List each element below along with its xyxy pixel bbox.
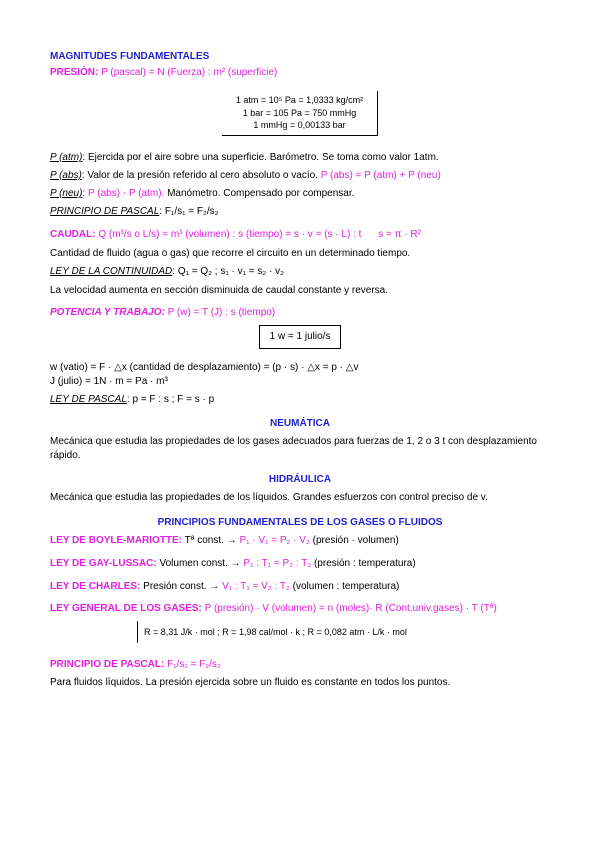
boyle-line — [50, 534, 399, 547]
charles-label: LEY DE CHARLES: — [50, 581, 141, 592]
continuidad-text: : Q₁ = Q₂ ; s₁ · v₁ = s₂ · v₂ — [172, 266, 285, 277]
pneu-line — [50, 187, 354, 200]
charles-pre: Presión const. → — [140, 581, 220, 592]
julio-line: J (julio) = 1N · m = Pa · m³ — [50, 376, 168, 387]
charles-formula: V₁ : T₁ = V₂ : T₂ — [222, 581, 290, 592]
units-line-2: 1 bar = 105 Pa = 750 mmHg — [242, 107, 357, 118]
general-label: LEY GENERAL DE LOS GASES: — [50, 603, 202, 614]
pascal3-formula: F₁/s₁ = F₂/s₂ — [167, 659, 221, 670]
potencia-label: POTENCIA Y TRABAJO: — [50, 307, 165, 318]
caudal-line — [50, 228, 421, 241]
pneu-term: P (neu) — [50, 188, 83, 199]
presion-line — [50, 66, 277, 79]
boyle-formula: P₁ · V₁ = P₂ · V₂ — [239, 535, 310, 546]
principios-title: PRINCIPIOS FUNDAMENTALES DE LOS GASES O FLUIDOS — [157, 517, 443, 528]
units-line-3: 1 mmHg = 0,00133 bar — [253, 120, 346, 130]
patm-term: P (atm) — [50, 152, 83, 163]
pascal3-desc: Para fluidos líquidos. La presión ejercida sobre un fluido es constante en todos los puntos. — [50, 677, 451, 688]
r-constants-box: R = 8,31 J/k · mol ; R = 1,98 cal/mol · k ; R = 0,082 atm · L/k · mol — [137, 621, 474, 643]
patm-line — [50, 151, 439, 164]
pneu-sep: : — [82, 188, 88, 199]
heading-magnitudes: MAGNITUDES FUNDAMENTALES — [50, 51, 210, 62]
presion-formula: P (pascal) = N (Fuerza) : m² (superficie) — [101, 67, 278, 78]
boyle-pre: Tª const. → — [182, 535, 237, 546]
pascal2-text: : p = F : s ; F = s · p — [126, 394, 215, 405]
pneu-formula: P (abs) - P (atm). — [87, 188, 165, 199]
watt-line: w (vatio) = F · △x (cantidad de desplazamiento) = (p · s) · △x = p · △v — [50, 362, 359, 373]
units-box — [222, 91, 378, 136]
pascal2-term: LEY DE PASCAL — [50, 394, 127, 405]
charles-line — [50, 580, 399, 593]
gay-formula: P₁ : T₁ = P₂ : T₂ — [243, 558, 312, 569]
velocidad-line: La velocidad aumenta en sección disminuida de caudal constante y reversa. — [50, 285, 388, 296]
potencia-line — [50, 306, 275, 319]
pabs-term: P (abs) — [50, 170, 82, 181]
pascal3-line — [50, 658, 221, 671]
caudal-formula: Q (m³/s o L/s) = m³ (volumen) : s (tiempo) = s · v = (s · L) : t — [98, 229, 362, 240]
pabs-text: : Valor de la presión referido al cero absoluto o vacío. — [81, 170, 321, 181]
patm-text: : Ejercida por el aire sobre una superficie. Barómetro. Se toma como valor 1atm. — [82, 152, 439, 163]
pascal1-term: PRINCIPIO DE PASCAL — [50, 206, 160, 217]
continuidad-term: LEY DE LA CONTINUIDAD — [50, 266, 173, 277]
hidraulica-title: HIDRÁULICA — [268, 474, 332, 485]
continuidad-line — [50, 265, 284, 278]
caudal-desc: Cantidad de fluido (agua o gas) que recorre el circuito en un determinado tiempo. — [50, 248, 411, 259]
neumatica-text: Mecánica que estudia las propiedades de los gases adecuados para fuerzas de 1, 2 o 3 t con desplazamiento rápido. — [50, 436, 537, 461]
potencia-formula: P (w) = T (J) : s (tiempo) — [167, 307, 276, 318]
gay-pre: Volumen const. → — [156, 558, 241, 569]
pabs-formula: P (abs) = P (atm) + P (neu) — [320, 170, 441, 181]
units-line-1: 1 atm = 10⁵ Pa = 1,0333 kg/cm² — [235, 95, 364, 105]
gay-label: LEY DE GAY-LUSSAC: — [50, 558, 157, 569]
general-formula: P (presión) · V (volumen) = n (moles)· R (Cont.univ.gases) · T (Tª) — [204, 603, 497, 614]
caudal-formula-2: s = π · R² — [378, 229, 421, 240]
neumatica-title: NEUMÁTICA — [270, 418, 330, 429]
presion-label: PRESIÓN: — [50, 67, 99, 78]
boyle-label: LEY DE BOYLE-MARIOTTE: — [50, 535, 183, 546]
charles-post: (volumen : temperatura) — [289, 581, 400, 592]
pabs-line — [50, 169, 441, 182]
pascal1-text: : F₁/s₁ = F₂/s₂ — [159, 206, 219, 217]
pascal1-line — [50, 205, 219, 218]
hidraulica-text: Mecánica que estudia las propiedades de los líquidos. Grandes esfuerzos con control preciso de v. — [50, 492, 488, 503]
caudal-label: CAUDAL: — [50, 229, 96, 240]
watt-box: 1 w = 1 julio/s — [259, 325, 341, 349]
gay-post: (presión : temperatura) — [311, 558, 416, 569]
pneu-text: Manómetro. Compensado por compensar. — [164, 188, 355, 199]
pascal2-line — [50, 393, 214, 406]
gay-line — [50, 557, 416, 570]
general-line — [50, 602, 497, 615]
pascal3-label: PRINCIPIO DE PASCAL: — [50, 659, 165, 670]
boyle-post: (presión · volumen) — [309, 535, 399, 546]
